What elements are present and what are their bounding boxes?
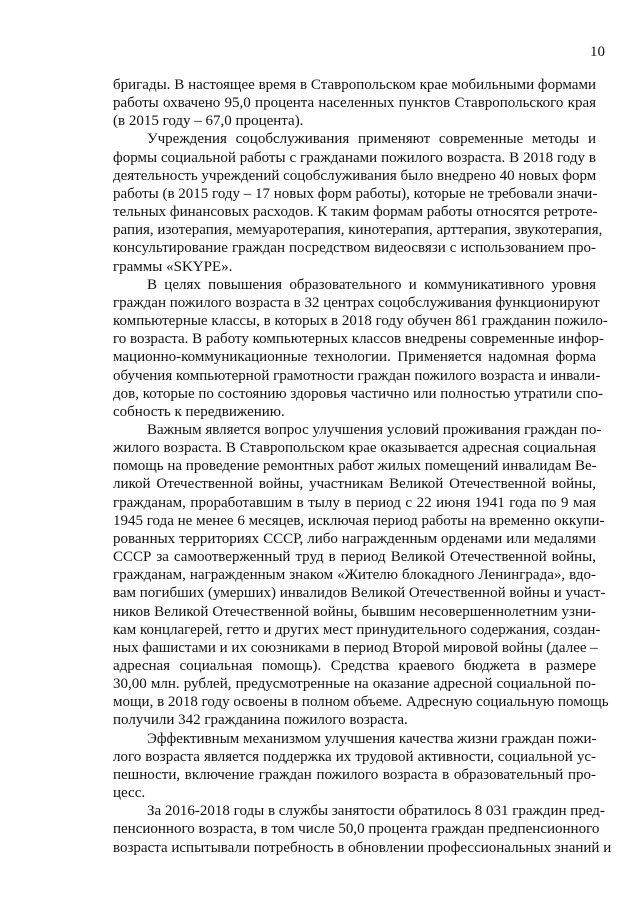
text-line: цесс.	[113, 785, 146, 802]
text-line: работы (в 2015 году – 17 новых форм работы), которые не требовали значи-	[113, 185, 598, 202]
text-line: помощь на проведение ремонтных работ жилых помещений инвалидам Ве-	[113, 458, 597, 475]
text-line: пешности, включение граждан пожилого возраста в образовательный про-	[113, 766, 596, 783]
document-body	[113, 76, 612, 857]
text-line: компьютерные классы, в которых в 2018 году обучен 861 гражданин пожило-	[113, 313, 608, 330]
paragraph	[113, 76, 596, 130]
text-line: собность к передвижению.	[113, 403, 285, 420]
text-line: дов, которые по состоянию здоровья частично или полностью утратили спо-	[113, 385, 604, 402]
text-line: консультирование граждан посредством видеосвязи с использованием про-	[113, 240, 596, 257]
text-line: возраста испытывали потребность в обновлении профессиональных знаний и	[113, 839, 612, 856]
text-line: рапия, изотерапия, мемуаротерапия, кинотерапия, арттерапия, звукотерапия,	[113, 222, 603, 239]
text-line: формы социальной работы с гражданами пожилого возраста. В 2018 году в	[113, 149, 596, 166]
text-line: пенсионного возраста, в том числе 50,0 процента граждан предпенсионного	[113, 821, 600, 838]
text-line: граммы «SKYPE».	[113, 258, 233, 275]
paragraph	[113, 730, 596, 803]
text-line: лого возраста является поддержка их трудовой активности, социальной ус-	[113, 748, 596, 765]
text-line: граждан пожилого возраста в 32 центрах соцобслуживания функционируют	[113, 294, 600, 311]
text-line: (в 2015 году – 67,0 процента).	[113, 113, 304, 130]
text-line: кам концлагерей, гетто и других мест принудительного содержания, создан-	[113, 621, 601, 638]
paragraph	[113, 276, 608, 421]
text-line: тельных финансовых расходов. К таким формам работы относятся ретроте-	[113, 204, 598, 221]
text-line: За 2016-2018 годы в службы занятости обратилось 8 031 граждин пред-	[147, 803, 605, 820]
page-number: 10	[590, 44, 605, 60]
text-line: ликой Отечественной войны, участникам Великой Отечественной войны,	[113, 476, 596, 493]
paragraph	[113, 421, 609, 730]
text-line: ников Великой Отечественной войны, бывшим несовершеннолетним узни-	[113, 603, 596, 620]
text-line: вам погибших (умерших) инвалидов Великой Отечественной войны и участ-	[113, 585, 606, 602]
text-line: бригады. В настоящее время в Ставропольском крае мобильными формами	[113, 77, 596, 93]
text-line: адресная социальная помощь). Средства краевого бюджета в размере	[113, 658, 596, 674]
text-line: 30,00 млн. рублей, предусмотренные на оказание адресной социальной по-	[113, 676, 596, 693]
text-line: Важным является вопрос улучшения условий проживания граждан по-	[147, 421, 602, 438]
text-line: мационно-коммуникационные технологии. Применяется надомная форма	[113, 349, 596, 366]
text-line: 1945 года не менее 6 месяцев, исключая период работы на временно оккупи-	[113, 512, 605, 529]
text-line: В целях повышения образовательного и коммуникативного уровня	[147, 276, 596, 293]
text-line: получили 342 гражданина пожилого возраста.	[113, 712, 408, 729]
text-line: гражданам, награжденным знаком «Жителю блокадного Ленинграда», вдо-	[113, 567, 596, 584]
text-line: обучения компьютерной грамотности граждан пожилого возраста и инвали-	[113, 367, 601, 384]
text-line: деятельность учреждений соцобслуживания было внедрено 40 новых форм	[113, 167, 597, 184]
text-line: гражданам, проработавшим в тылу в период с 22 июня 1941 года по 9 мая	[113, 494, 596, 511]
text-line: ных фашистами и их союзниками в период Второй мировой войны (далее –	[113, 639, 598, 656]
text-line: го возраста. В работу компьютерных классов внедрены современные инфор-	[113, 331, 604, 348]
text-line: работы охвачено 95,0 процента населенных пунктов Ставропольского края	[113, 95, 596, 112]
paragraph	[113, 802, 612, 856]
text-line: рованных территориях СССР, либо награжденным орденами или медалями	[113, 530, 596, 547]
text-line: СССР за самоотверженный труд в период Великой Отечественной войны,	[113, 549, 596, 566]
text-line: мощи, в 2018 году освоены в полном объеме. Адресную социальную помощь	[113, 694, 609, 711]
paragraph	[113, 130, 603, 275]
text-line: жилого возраста. В Ставропольском крае оказывается адресная социальная	[113, 440, 596, 457]
text-line: Эффективным механизмом улучшения качества жизни граждан пожи-	[147, 730, 597, 747]
text-line: Учреждения соцобслуживания применяют современные методы и	[147, 131, 596, 148]
